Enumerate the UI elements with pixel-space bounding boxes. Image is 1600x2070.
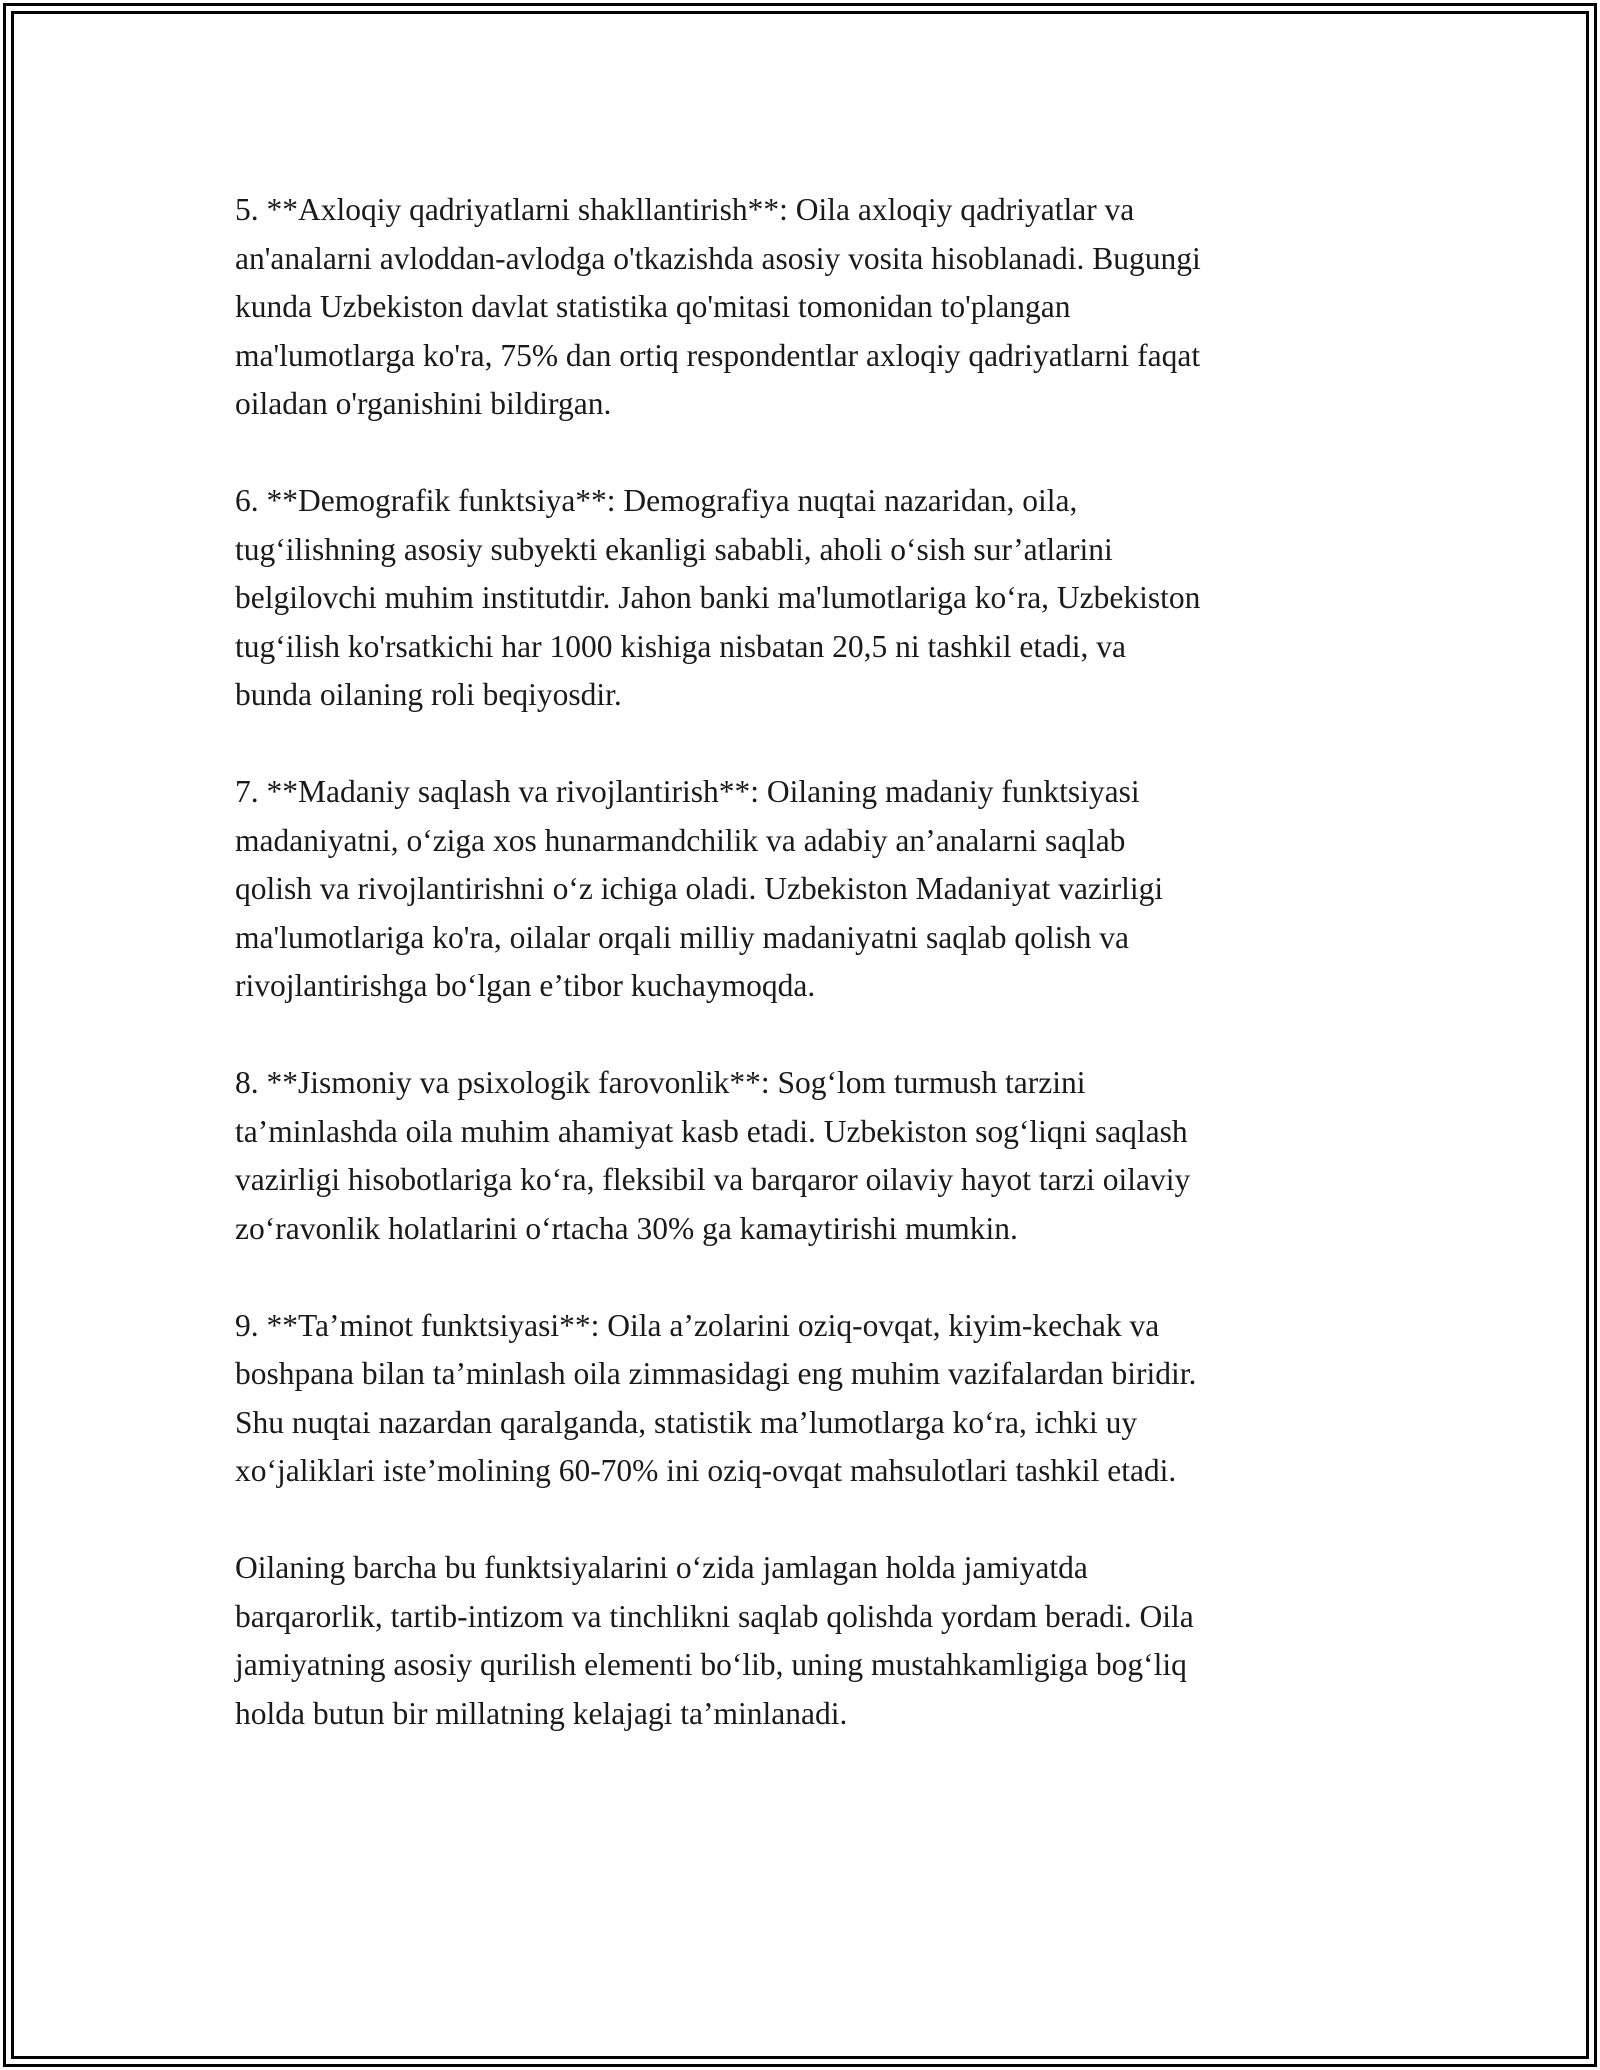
text-line: 7. **Madaniy saqlash va rivojlantirish**: Oilaning madaniy funktsiyasi (235, 774, 1140, 809)
paragraph-provision-function (235, 1302, 1375, 1496)
text-line: holda butun bir millatning kelajagi ta’minlanadi. (235, 1695, 848, 1731)
paragraph-moral-values (235, 186, 1375, 429)
text-line: an'analarni avloddan-avlodga o'tkazishda asosiy vosita hisoblanadi. Bugungi (235, 240, 1201, 276)
paragraph-wellbeing (235, 1059, 1375, 1253)
text-line: qolish va rivojlantirishni o‘z ichiga oladi. Uzbekiston Madaniyat vazirligi (235, 871, 1164, 906)
text-line: ma'lumotlariga ko'ra, oilalar orqali milliy madaniyatni saqlab qolish va (235, 919, 1129, 955)
text-line: madaniyatni, o‘ziga xos hunarmandchilik va adabiy an’analarni saqlab (235, 822, 1126, 858)
text-line: tug‘ilish ko'rsatkichi har 1000 kishiga nisbatan 20,5 ni tashkil etadi, va (235, 628, 1127, 664)
text-line: Shu nuqtai nazardan qaralganda, statistik ma’lumotlarga ko‘ra, ichki uy (235, 1404, 1138, 1440)
text-line: belgilovchi muhim institutdir. Jahon banki ma'lumotlariga ko‘ra, Uzbekiston (235, 580, 1201, 615)
text-line: boshpana bilan ta’minlash oila zimmasidagi eng muhim vazifalardan biridir. (235, 1356, 1197, 1391)
text-line: jamiyatning asosiy qurilish elementi bo‘lib, uning mustahkamligiga bog‘liq (235, 1647, 1187, 1682)
text-line: kunda Uzbekiston davlat statistika qo'mitasi tomonidan to'plangan (235, 289, 1071, 324)
text-line: ma'lumotlarga ko'ra, 75% dan ortiq respondentlar axloqiy qadriyatlarni faqat (235, 337, 1201, 373)
text-line: 6. **Demografik funktsiya**: Demografiya nuqtai nazaridan, oila, (235, 483, 1078, 518)
document-body (235, 186, 1375, 1738)
text-line: bunda oilaning roli beqiyosdir. (235, 677, 622, 712)
paragraph-conclusion (235, 1544, 1375, 1738)
text-line: oiladan o'rganishini bildirgan. (235, 386, 612, 421)
text-line: vazirligi hisobotlariga ko‘ra, fleksibil va barqaror oilaviy hayot tarzi oilaviy (235, 1162, 1191, 1197)
text-line: barqarorlik, tartib-intizom va tinchlikni saqlab qolishda yordam beradi. Oila (235, 1598, 1194, 1634)
paragraph-cultural-preservation (235, 768, 1375, 1011)
paragraph-demographic-function (235, 477, 1375, 720)
text-line: ta’minlashda oila muhim ahamiyat kasb etadi. Uzbekiston sog‘liqni saqlash (235, 1113, 1188, 1149)
text-line: Oilaning barcha bu funktsiyalarini o‘zida jamlagan holda jamiyatda (235, 1550, 1088, 1585)
text-line: xo‘jaliklari iste’molining 60-70% ini oziq-ovqat mahsulotlari tashkil etadi. (235, 1453, 1177, 1488)
text-line: 8. **Jismoniy va psixologik farovonlik**: Sog‘lom turmush tarzini (235, 1065, 1086, 1100)
text-line: 9. **Ta’minot funktsiyasi**: Oila a’zolarini oziq-ovqat, kiyim-kechak va (235, 1307, 1160, 1343)
text-line: zo‘ravonlik holatlarini o‘rtacha 30% ga kamaytirishi mumkin. (235, 1210, 1018, 1246)
text-line: tug‘ilishning asosiy subyekti ekanligi sababli, aholi o‘sish sur’atlarini (235, 531, 1113, 567)
text-line: 5. **Axloqiy qadriyatlarni shakllantirish**: Oila axloqiy qadriyatlar va (235, 192, 1135, 227)
text-line: rivojlantirishga bo‘lgan e’tibor kuchaymoqda. (235, 968, 816, 1003)
